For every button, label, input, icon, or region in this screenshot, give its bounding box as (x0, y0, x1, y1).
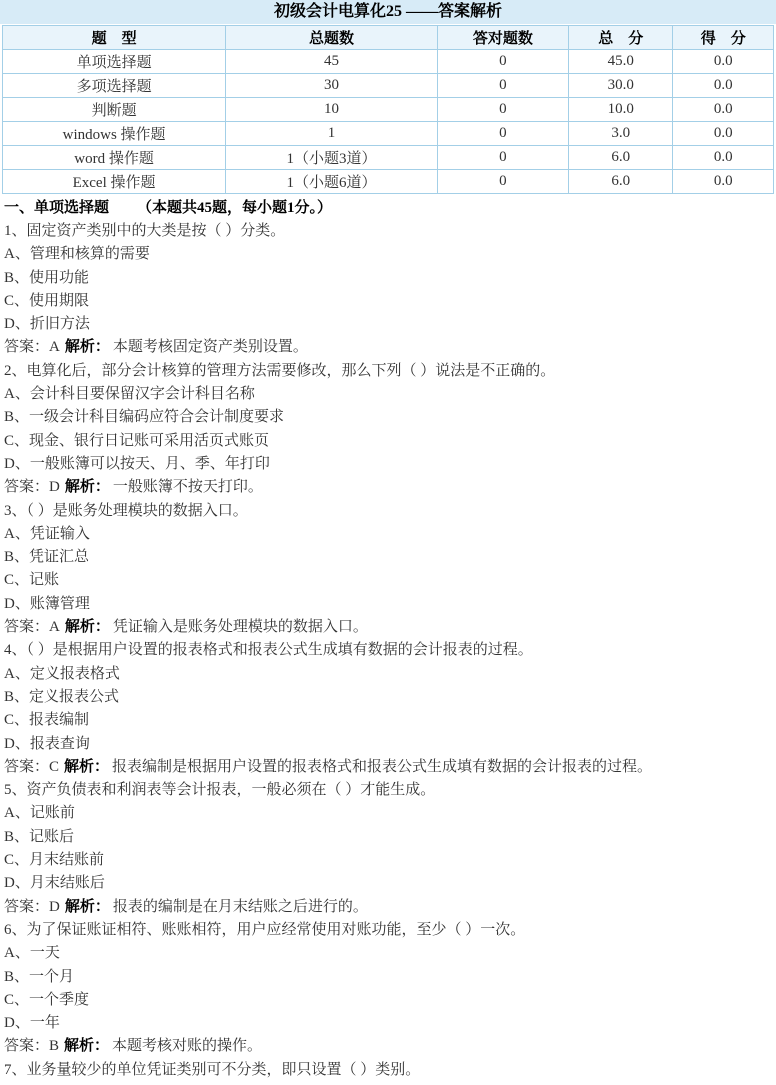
table-cell: 0.0 (673, 122, 774, 146)
analysis-text: 报表的编制是在月末结账之后进行的。 (112, 898, 368, 915)
question-text: 6、为了保证账证相符、账账相符，用户应经常使用对账功能，至少（ ）一次。 (4, 921, 526, 938)
question-option: D、一年 (4, 1015, 60, 1032)
table-cell: 0.0 (673, 50, 774, 74)
table-cell: 3.0 (569, 122, 673, 146)
table-cell: 单项选择题 (3, 50, 226, 74)
page-title: 初级会计电算化25 ——答案解析 (0, 0, 776, 24)
answer-value: 答案：A (4, 619, 60, 636)
section-title: 一、单项选择题 (4, 200, 110, 216)
table-cell: 10.0 (569, 98, 673, 122)
section-heading (0, 194, 776, 220)
question-6 (0, 919, 776, 1059)
question-1 (0, 220, 776, 360)
question-4 (0, 639, 776, 779)
column-header-2: 总题数 (226, 26, 438, 50)
column-header-4: 总 分 (569, 26, 673, 50)
table-row (3, 50, 774, 74)
question-option: A、记账前 (4, 805, 75, 822)
answer-line (0, 1035, 776, 1058)
question-option: C、月末结账前 (4, 852, 105, 869)
score-table-body (3, 50, 774, 194)
table-cell: 判断题 (3, 98, 226, 122)
score-table (2, 25, 774, 194)
question-option: B、一级会计科目编码应符合会计制度要求 (4, 409, 285, 426)
answer-value: 答案：A (4, 339, 60, 356)
question-2 (0, 360, 776, 500)
question-option: B、凭证汇总 (4, 549, 90, 566)
table-cell: 6.0 (569, 146, 673, 170)
question-text: 2、电算化后，部分会计核算的管理方法需要修改，那么下列（ ）说法是不正确的。 (4, 362, 556, 379)
answer-value: 答案：B (4, 1038, 60, 1055)
answer-line (0, 756, 776, 779)
question-option: C、一个季度 (4, 991, 90, 1008)
table-cell: 0 (437, 74, 568, 98)
table-cell: 30 (226, 74, 438, 98)
question-option: A、会计科目要保留汉字会计科目名称 (4, 386, 255, 403)
score-table-header-row (3, 26, 774, 50)
question-option: A、定义报表格式 (4, 665, 120, 682)
analysis-text: 本题考核对账的操作。 (112, 1038, 263, 1055)
answer-value: 答案：D (4, 479, 60, 496)
column-header-3: 答对题数 (437, 26, 568, 50)
question-option: C、现金、银行日记账可采用活页式账页 (4, 432, 270, 449)
table-row (3, 98, 774, 122)
question-option: A、凭证输入 (4, 525, 90, 542)
analysis-text: 报表编制是根据用户设置的报表格式和报表公式生成填有数据的会计报表的过程。 (112, 758, 653, 775)
analysis-text: 本题考核固定资产类别设置。 (112, 339, 308, 356)
table-cell: windows 操作题 (3, 122, 226, 146)
question-option: B、使用功能 (4, 269, 90, 286)
analysis-label: 解析： (64, 339, 110, 356)
score-table-header (3, 26, 774, 50)
table-cell: 0 (437, 122, 568, 146)
answer-line (0, 476, 776, 499)
question-text: 4、（ ）是根据用户设置的报表格式和报表公式生成填有数据的会计报表的过程。 (4, 642, 533, 659)
question-text: 3、（ ）是账务处理模块的数据入口。 (4, 502, 248, 519)
question-text: 5、资产负债表和利润表等会计报表，一般必须在（ ）才能生成。 (4, 782, 436, 799)
table-row (3, 122, 774, 146)
answer-value: 答案：D (4, 898, 60, 915)
table-cell: 30.0 (569, 74, 673, 98)
table-cell: 0 (437, 170, 568, 194)
column-header-5: 得 分 (673, 26, 774, 50)
table-row (3, 170, 774, 194)
question-option: D、一般账簿可以按天、月、季、年打印 (4, 455, 270, 472)
table-cell: 6.0 (569, 170, 673, 194)
answer-line (0, 616, 776, 639)
analysis-label: 解析： (64, 758, 110, 775)
table-cell: 0 (437, 50, 568, 74)
question-option: C、记账 (4, 572, 60, 589)
question-text: 7、业务量较少的单位凭证类别可不分类，即只设置（ ）类别。 (4, 1061, 421, 1078)
table-row (3, 74, 774, 98)
table-cell: 0.0 (673, 98, 774, 122)
table-cell: 1（小题6道） (226, 170, 438, 194)
question-option: D、账簿管理 (4, 595, 90, 612)
question-5 (0, 779, 776, 919)
question-option: C、报表编制 (4, 712, 90, 729)
questions-list (0, 220, 776, 1082)
question-7 (0, 1059, 776, 1082)
analysis-label: 解析： (64, 898, 110, 915)
table-cell: 0.0 (673, 74, 774, 98)
analysis-label: 解析： (64, 479, 110, 496)
analysis-text: 凭证输入是账务处理模块的数据入口。 (112, 619, 368, 636)
question-option: D、月末结账后 (4, 875, 105, 892)
table-cell: 多项选择题 (3, 74, 226, 98)
table-cell: 45.0 (569, 50, 673, 74)
answer-value: 答案：C (4, 758, 60, 775)
question-option: B、记账后 (4, 828, 75, 845)
table-cell: 0 (437, 146, 568, 170)
question-option: D、折旧方法 (4, 316, 90, 333)
analysis-text: 一般账簿不按天打印。 (112, 479, 263, 496)
answer-line (0, 896, 776, 919)
analysis-label: 解析： (64, 619, 110, 636)
table-cell: 0.0 (673, 146, 774, 170)
section-meta: （本题共45题，每小题1分。） (137, 200, 333, 216)
table-cell: 1（小题3道） (226, 146, 438, 170)
question-option: A、管理和核算的需要 (4, 246, 150, 263)
table-cell: word 操作题 (3, 146, 226, 170)
answer-line (0, 336, 776, 359)
analysis-label: 解析： (64, 1038, 110, 1055)
question-option: B、定义报表公式 (4, 688, 120, 705)
table-cell: 0 (437, 98, 568, 122)
table-cell: 1 (226, 122, 438, 146)
column-header-1: 题 型 (3, 26, 226, 50)
question-option: B、一个月 (4, 968, 75, 985)
table-cell: 10 (226, 98, 438, 122)
question-3 (0, 500, 776, 640)
question-option: D、报表查询 (4, 735, 90, 752)
table-row (3, 146, 774, 170)
table-cell: Excel 操作题 (3, 170, 226, 194)
table-cell: 0.0 (673, 170, 774, 194)
question-option: A、一天 (4, 945, 60, 962)
table-cell: 45 (226, 50, 438, 74)
question-option: C、使用期限 (4, 292, 90, 309)
question-text: 1、固定资产类别中的大类是按（ ）分类。 (4, 223, 286, 239)
